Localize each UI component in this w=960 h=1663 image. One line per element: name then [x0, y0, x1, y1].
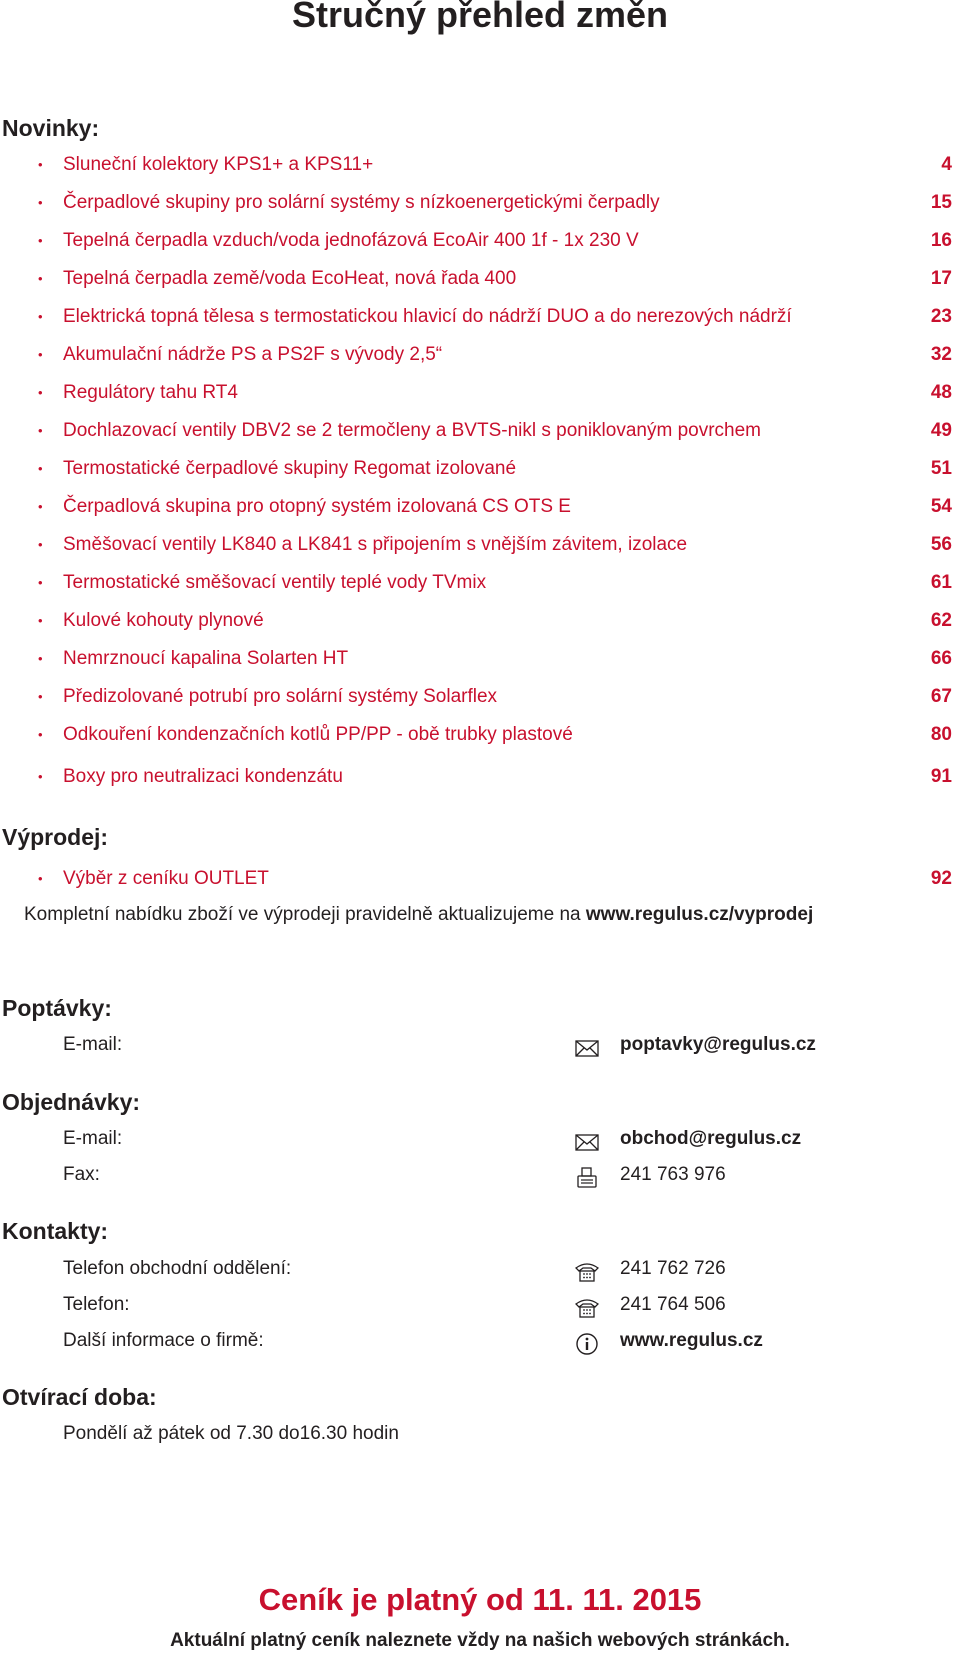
phone-icon [574, 1296, 600, 1320]
novinky-item [0, 374, 960, 412]
novinky-item-label: Čerpadlová skupina pro otopný systém izolovaná CS OTS E [63, 496, 571, 517]
kontakty-sales-phone-label: Telefon obchodní oddělení: [63, 1258, 292, 1279]
poptavky-email-label: E-mail: [63, 1034, 123, 1055]
objednavky-email-value[interactable]: obchod@regulus.cz [620, 1128, 802, 1149]
novinky-item-page: 23 [930, 306, 952, 327]
novinky-item-page: 49 [930, 420, 952, 441]
vyprodej-item-label: Výběr z ceníku OUTLET [63, 868, 269, 889]
objednavky-email-label: E-mail: [63, 1128, 123, 1149]
novinky-item-page: 4 [941, 154, 952, 175]
novinky-item-label: Termostatické čerpadlové skupiny Regomat izolované [63, 458, 517, 479]
kontakty-heading: Kontakty: [2, 1218, 109, 1244]
novinky-item-label: Boxy pro neutralizaci kondenzátu [63, 766, 343, 787]
kontakty-info-value[interactable]: www.regulus.cz [620, 1330, 763, 1351]
novinky-item-page: 91 [930, 766, 952, 787]
kontakty-phone-row [0, 1294, 960, 1324]
poptavky-email-row [0, 1034, 960, 1064]
poptavky-email-value[interactable]: poptavky@regulus.cz [620, 1034, 816, 1055]
novinky-item-label: Tepelná čerpadla země/voda EcoHeat, nová řada 400 [63, 268, 517, 289]
poptavky-heading: Poptávky: [2, 995, 112, 1021]
novinky-item-page: 16 [930, 230, 952, 251]
objednavky-fax-value: 241 763 976 [620, 1164, 726, 1185]
novinky-item [0, 412, 960, 450]
novinky-item [0, 298, 960, 336]
novinky-item-label: Směšovací ventily LK840 a LK841 s připojením s vnějším závitem, izolace [63, 534, 688, 555]
novinky-item-label: Dochlazovací ventily DBV2 se 2 termočleny a BVTS-nikl s poniklovaným povrchem [63, 420, 762, 441]
novinky-item-label: Akumulační nádrže PS a PS2F s vývody 2,5“ [63, 344, 443, 365]
kontakty-sales-phone-row [0, 1258, 960, 1288]
kontakty-info-label: Další informace o firmě: [63, 1330, 264, 1351]
novinky-item [0, 260, 960, 298]
novinky-item [0, 678, 960, 716]
price-list-validity: Ceník je platný od 11. 11. 2015 [258, 1582, 702, 1617]
objednavky-fax-row [0, 1164, 960, 1194]
bullet-icon: • [38, 651, 43, 666]
bullet-icon: • [38, 271, 43, 286]
kontakty-sales-phone-value: 241 762 726 [620, 1258, 726, 1279]
kontakty-info-row [0, 1330, 960, 1360]
novinky-item-label: Elektrická topná tělesa s termostatickou hlavicí do nádrží DUO a do nerezových nádrží [63, 306, 792, 327]
bullet-icon: • [38, 461, 43, 476]
novinky-list [0, 146, 960, 796]
kontakty-phone-label: Telefon: [63, 1294, 130, 1315]
vyprodej-heading: Výprodej: [2, 824, 109, 850]
vyprodej-item [0, 860, 960, 898]
novinky-item-page: 17 [930, 268, 952, 289]
novinky-item-label: Nemrznoucí kapalina Solarten HT [63, 648, 349, 669]
novinky-item-page: 61 [930, 572, 952, 593]
price-list-note: Aktuální platný ceník naleznete vždy na našich webových stránkách. [170, 1630, 790, 1651]
kontakty-phone-value: 241 764 506 [620, 1294, 726, 1315]
envelope-icon [574, 1036, 600, 1060]
bullet-icon: • [38, 233, 43, 248]
bullet-icon: • [38, 309, 43, 324]
novinky-item-page: 48 [930, 382, 952, 403]
bullet-icon: • [38, 769, 43, 784]
novinky-item-label: Sluneční kolektory KPS1+ a KPS11+ [63, 154, 374, 175]
bullet-icon: • [38, 871, 43, 886]
novinky-item-page: 62 [930, 610, 952, 631]
novinky-item [0, 146, 960, 184]
bullet-icon: • [38, 575, 43, 590]
novinky-item-page: 15 [930, 192, 952, 213]
objednavky-heading: Objednávky: [2, 1089, 141, 1115]
novinky-item-label: Termostatické směšovací ventily teplé vody TVmix [63, 572, 487, 593]
bullet-icon: • [38, 195, 43, 210]
vyprodej-note [24, 904, 813, 926]
envelope-icon [574, 1130, 600, 1154]
novinky-item [0, 602, 960, 640]
novinky-item [0, 450, 960, 488]
novinky-item [0, 526, 960, 564]
novinky-item [0, 716, 960, 754]
novinky-item [0, 758, 960, 796]
novinky-item-page: 51 [930, 458, 952, 479]
phone-icon [574, 1260, 600, 1284]
novinky-item-label: Tepelná čerpadla vzduch/voda jednofázová EcoAir 400 1f - 1x 230 V [63, 230, 639, 251]
bullet-icon: • [38, 689, 43, 704]
objednavky-fax-label: Fax: [63, 1164, 100, 1185]
novinky-item [0, 184, 960, 222]
objednavky-email-row [0, 1128, 960, 1158]
novinky-item-label: Regulátory tahu RT4 [63, 382, 238, 403]
novinky-item-page: 80 [930, 724, 952, 745]
bullet-icon: • [38, 385, 43, 400]
novinky-item-label: Kulové kohouty plynové [63, 610, 264, 631]
page-title: Stručný přehled změn [291, 0, 669, 35]
novinky-heading: Novinky: [2, 115, 100, 141]
novinky-item-label: Čerpadlové skupiny pro solární systémy s nízkoenergetickými čerpadly [63, 192, 660, 213]
info-icon [574, 1332, 600, 1356]
oteviraci-doba-heading: Otvírací doba: [2, 1384, 157, 1410]
novinky-item [0, 564, 960, 602]
novinky-item-page: 54 [930, 496, 952, 517]
novinky-item [0, 488, 960, 526]
bullet-icon: • [38, 157, 43, 172]
oteviraci-doba-hours: Pondělí až pátek od 7.30 do16.30 hodin [63, 1423, 399, 1444]
vyprodej-list [0, 860, 960, 898]
novinky-item-page: 56 [930, 534, 952, 555]
fax-icon [574, 1166, 600, 1190]
bullet-icon: • [38, 613, 43, 628]
oteviraci-doba-row [0, 1423, 960, 1453]
novinky-item [0, 640, 960, 678]
vyprodej-item-page: 92 [930, 868, 952, 889]
novinky-item-label: Předizolované potrubí pro solární systémy Solarflex [63, 686, 498, 707]
bullet-icon: • [38, 347, 43, 362]
bullet-icon: • [38, 423, 43, 438]
novinky-item-page: 32 [930, 344, 952, 365]
novinky-item-page: 67 [930, 686, 952, 707]
novinky-item-page: 66 [930, 648, 952, 669]
bullet-icon: • [38, 537, 43, 552]
bullet-icon: • [38, 499, 43, 514]
bullet-icon: • [38, 727, 43, 742]
vyprodej-note-text: Kompletní nabídku zboží ve výprodeji pravidelně aktualizujeme na [24, 904, 586, 925]
novinky-item-label: Odkouření kondenzačních kotlů PP/PP - obě trubky plastové [63, 724, 573, 745]
novinky-item [0, 336, 960, 374]
vyprodej-link[interactable]: www.regulus.cz/vyprodej [585, 904, 814, 925]
novinky-item [0, 222, 960, 260]
